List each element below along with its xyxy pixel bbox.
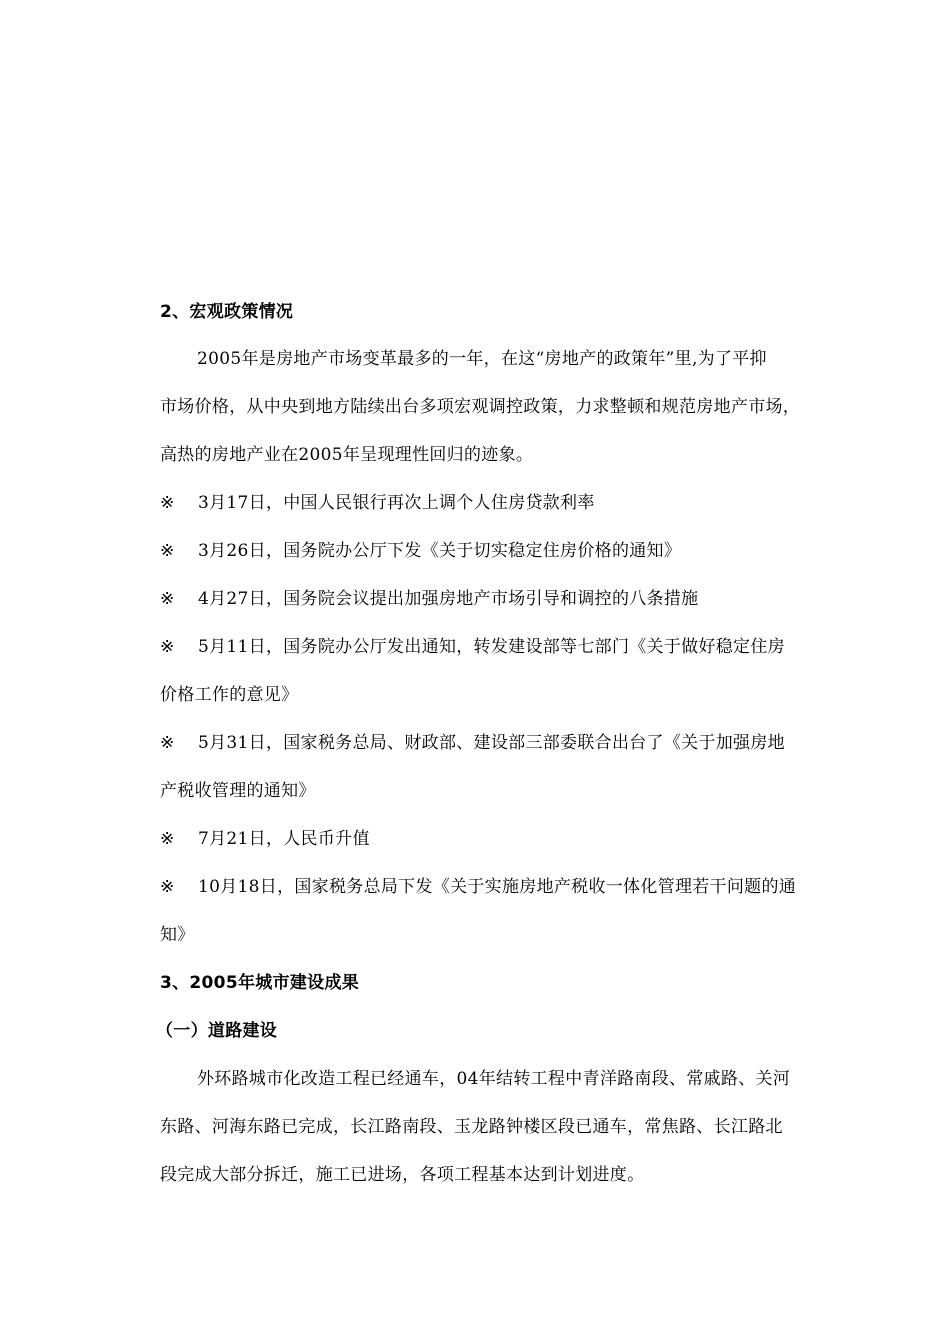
bullet-continuation: 价格工作的意见》 [160, 685, 299, 705]
intro-line-1: 2005年是房地产市场变革最多的一年，在这“房地产的政策年”里,为了平抑 [197, 349, 767, 369]
section2-heading: 2、宏观政策情况 [160, 302, 294, 322]
reference-mark-icon: ※ [160, 829, 175, 849]
section3-subheading: （一）道路建设 [156, 1021, 278, 1041]
reference-mark-icon: ※ [160, 877, 175, 897]
policy-bullet [160, 875, 796, 899]
bullet-text: 4月27日，国务院会议提出加强房地产市场引导和调控的八条措施 [198, 589, 699, 609]
reference-mark-icon: ※ [160, 589, 175, 609]
reference-mark-icon: ※ [160, 733, 175, 753]
policy-bullet [160, 587, 698, 611]
policy-bullet [160, 491, 595, 515]
bullet-text: 5月11日，国务院办公厅发出通知，转发建设部等七部门《关于做好稳定住房 [198, 637, 785, 657]
policy-bullet [160, 827, 370, 851]
bullet-text: 3月26日，国务院办公厅下发《关于切实稳定住房价格的通知》 [198, 541, 682, 561]
bullet-continuation: 知》 [160, 925, 195, 945]
road-body-line-3: 段完成大部分拆迁，施工已进场，各项工程基本达到计划进度。 [160, 1165, 645, 1185]
intro-line-2: 市场价格，从中央到地方陆续出台多项宏观调控政策，力求整顿和规范房地产市场， [160, 397, 801, 417]
bullet-text: 7月21日，人民币升值 [198, 829, 370, 849]
policy-bullet [160, 731, 785, 755]
bullet-text: 5月31日，国家税务总局、财政部、建设部三部委联合出台了《关于加强房地 [198, 733, 785, 753]
reference-mark-icon: ※ [160, 493, 175, 513]
intro-line-3: 高热的房地产业在2005年呈现理性回归的迹象。 [160, 445, 534, 465]
policy-bullet [160, 539, 681, 563]
bullet-continuation: 产税收管理的通知》 [160, 781, 316, 801]
road-body-line-1: 外环路城市化改造工程已经通车，04年结转工程中青洋路南段、常戚路、关河 [197, 1069, 791, 1089]
section3-heading: 3、2005年城市建设成果 [160, 973, 360, 993]
reference-mark-icon: ※ [160, 637, 175, 657]
reference-mark-icon: ※ [160, 541, 175, 561]
policy-bullet [160, 635, 785, 659]
bullet-text: 3月17日，中国人民银行再次上调个人住房贷款利率 [198, 493, 595, 513]
bullet-text: 10月18日，国家税务总局下发《关于实施房地产税收一体化管理若干问题的通 [198, 877, 797, 897]
road-body-line-2: 东路、河海东路已完成，长江路南段、玉龙路钟楼区段已通车，常焦路、长江路北 [160, 1117, 783, 1137]
